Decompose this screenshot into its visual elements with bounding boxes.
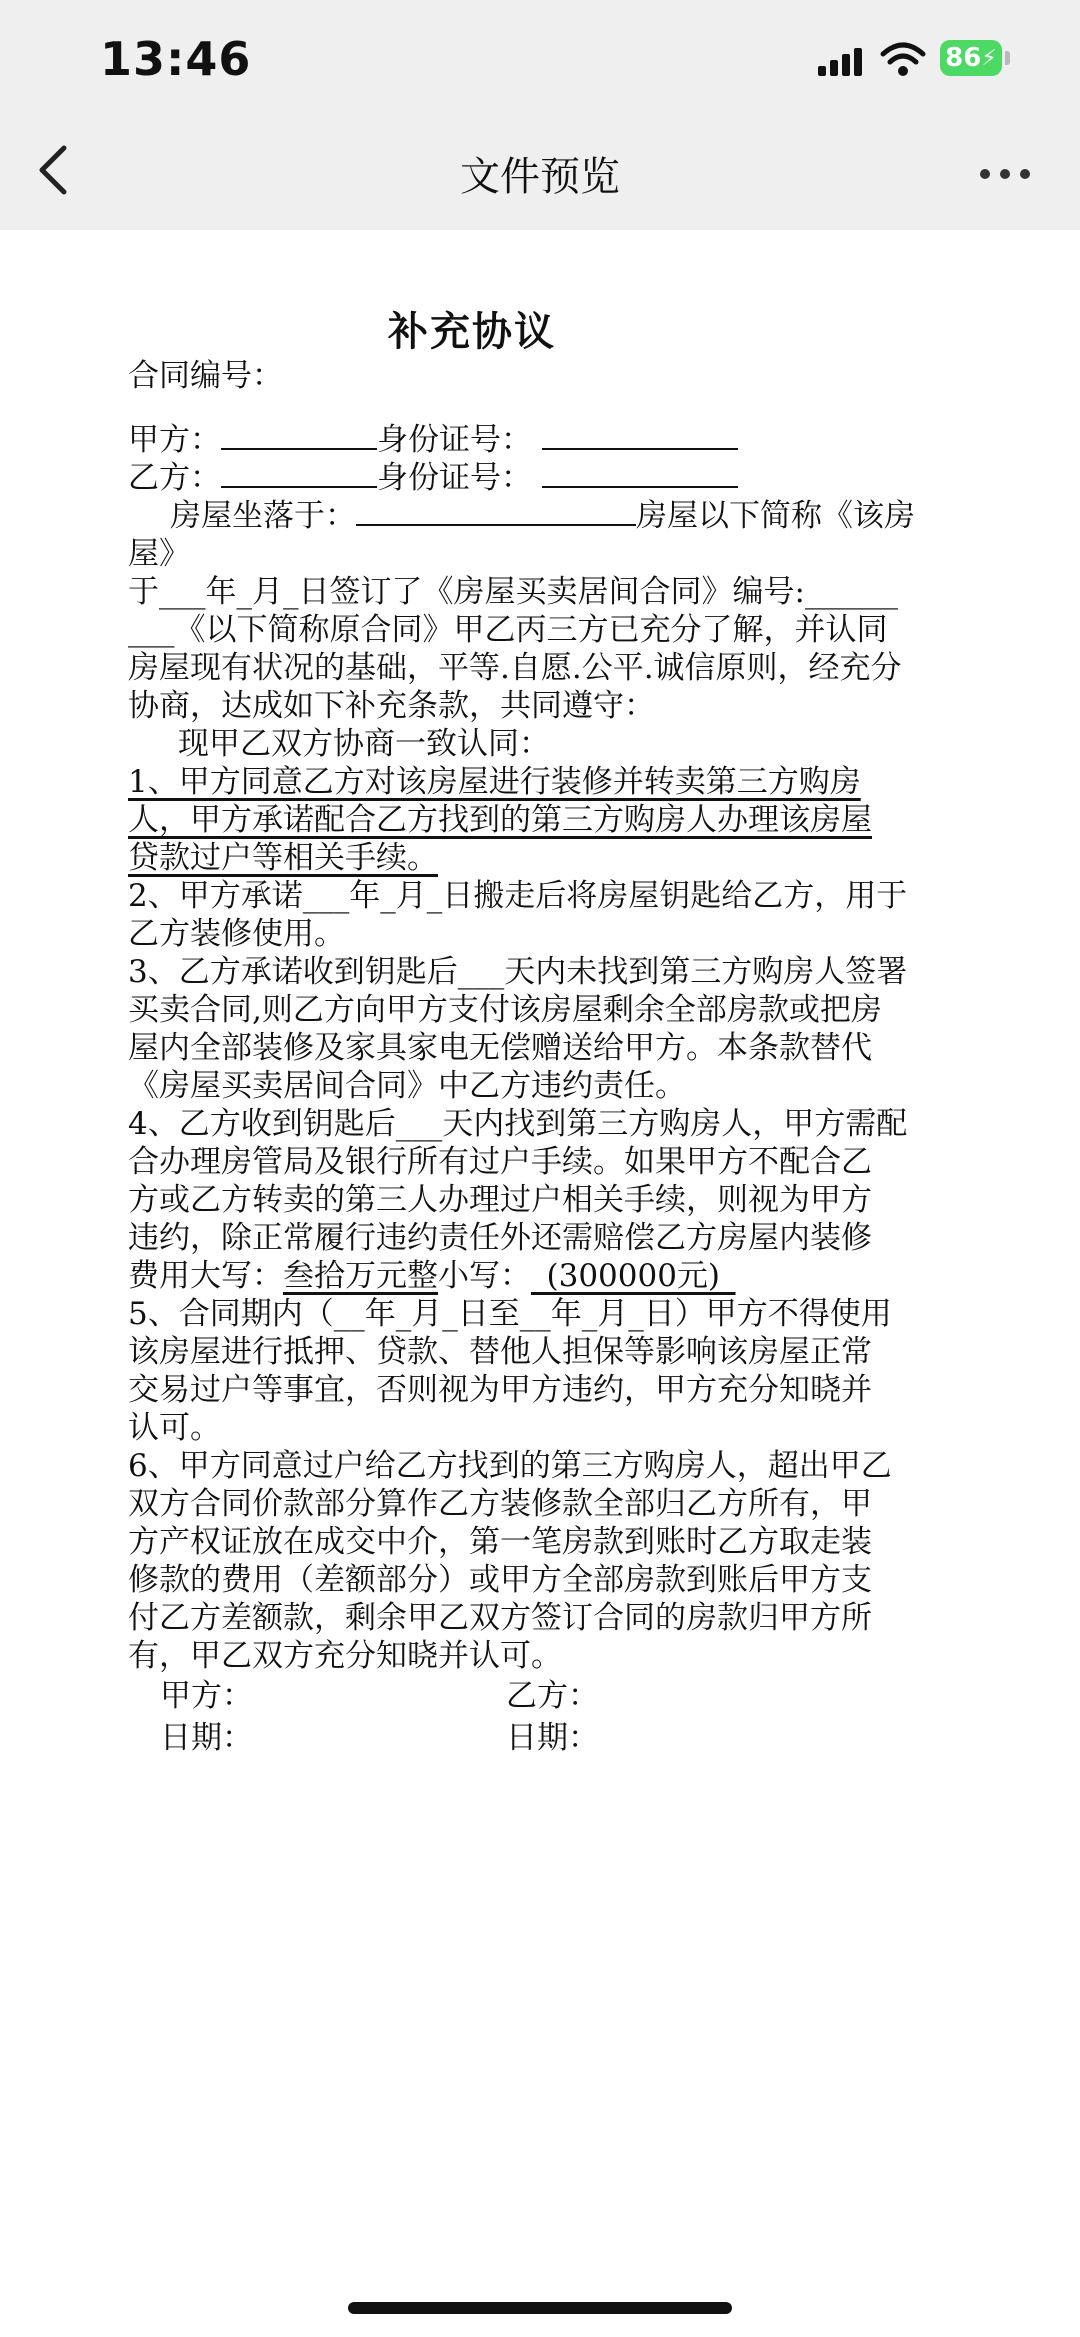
- clause-3: 买卖合同,则乙方向甲方支付该房屋剩余全部房款或把房: [128, 992, 882, 1028]
- more-button[interactable]: [980, 165, 1040, 185]
- date-party-a: 日期：: [160, 1720, 253, 1756]
- clause-1: 1、甲方同意乙方对该房屋进行装修并转卖第三方购房: [128, 764, 861, 800]
- clause-2: 乙方装修使用。: [128, 916, 345, 952]
- date-party-b: 日期：: [506, 1720, 599, 1756]
- battery-icon: 86 ⚡: [940, 40, 1002, 76]
- clause-4: 方或乙方转卖的第三人办理过户相关手续，则视为甲方: [128, 1182, 872, 1218]
- clause-5: 认可。: [128, 1410, 221, 1446]
- clause-5: 5、合同期内（__年_月_日至__年_月_日）甲方不得使用: [128, 1296, 892, 1332]
- wifi-icon: [880, 40, 926, 80]
- clause-6: 有，甲乙双方充分知晓并认可。: [128, 1638, 562, 1674]
- clause-1: 贷款过户等相关手续。: [128, 840, 438, 876]
- clause-3: 屋内全部装修及家具家电无偿赠送给甲方。本条款替代: [128, 1030, 872, 1066]
- intro-line: ___《以下简称原合同》甲乙丙三方已充分了解，并认同: [128, 612, 888, 648]
- clause-6: 修款的费用（差额部分）或甲方全部房款到账后甲方支: [128, 1562, 872, 1598]
- status-time: 13:46: [100, 32, 252, 86]
- signature-party-a: 甲方：: [160, 1678, 253, 1714]
- contract-number: 合同编号：: [128, 358, 283, 394]
- party-b-line: 乙方： 身份证号：: [128, 452, 738, 497]
- top-bar: [0, 0, 1080, 230]
- clause-4: 违约，除正常履行违约责任外还需赔偿乙方房屋内装修: [128, 1220, 872, 1256]
- battery-cap: [1005, 51, 1010, 65]
- clause-4: 4、乙方收到钥匙后___天内找到第三方购房人，甲方需配: [128, 1106, 908, 1142]
- clause-4: 合办理房管局及银行所有过户手续。如果甲方不配合乙: [128, 1144, 872, 1180]
- location-line: 房屋坐落于： 房屋以下简称《该房: [170, 498, 915, 534]
- battery-level: 86: [945, 43, 982, 73]
- cellular-signal-icon: [818, 46, 868, 76]
- intro-line: 于___年_月_日签订了《房屋买卖居间合同》编号:______: [128, 574, 898, 610]
- home-indicator[interactable]: [348, 2302, 732, 2314]
- party-a-line: 甲方： 身份证号：: [128, 414, 738, 459]
- intro-line: 房屋现有状况的基础，平等.自愿.公平.诚信原则，经充分: [128, 650, 902, 686]
- clause-1: 人，甲方承诺配合乙方找到的第三方购房人办理该房屋: [128, 802, 872, 838]
- page-title: 文件预览: [460, 154, 620, 200]
- clause-6: 6、甲方同意过户给乙方找到的第三方购房人，超出甲乙: [128, 1448, 892, 1484]
- clause-6: 付乙方差额款，剩余甲乙双方签订合同的房款归甲方所: [128, 1600, 872, 1636]
- clause-6: 方产权证放在成交中介，第一笔房款到账时乙方取走装: [128, 1524, 872, 1560]
- clause-4-amount: 费用大写：叁拾万元整小写：_(300000元)_: [128, 1258, 736, 1294]
- location-line-end: 屋》: [128, 536, 190, 572]
- intro-line: 协商，达成如下补充条款，共同遵守：: [128, 688, 655, 724]
- clause-3: 3、乙方承诺收到钥匙后___天内未找到第三方购房人签署: [128, 954, 908, 990]
- clause-2: 2、甲方承诺___年_月_日搬走后将房屋钥匙给乙方，用于: [128, 878, 908, 914]
- clause-6: 双方合同价款部分算作乙方装修款全部归乙方所有，甲: [128, 1486, 872, 1522]
- clause-5: 该房屋进行抵押、贷款、替他人担保等影响该房屋正常: [128, 1334, 872, 1370]
- clause-5: 交易过户等事宜，否则视为甲方违约，甲方充分知晓并: [128, 1372, 872, 1408]
- more-dots-icon: [980, 169, 990, 179]
- agreement-intro: 现甲乙双方协商一致认同：: [178, 726, 550, 762]
- signature-party-b: 乙方：: [506, 1678, 599, 1714]
- clause-3: 《房屋买卖居间合同》中乙方违约责任。: [128, 1068, 686, 1104]
- document-title: 补充协议: [388, 308, 556, 355]
